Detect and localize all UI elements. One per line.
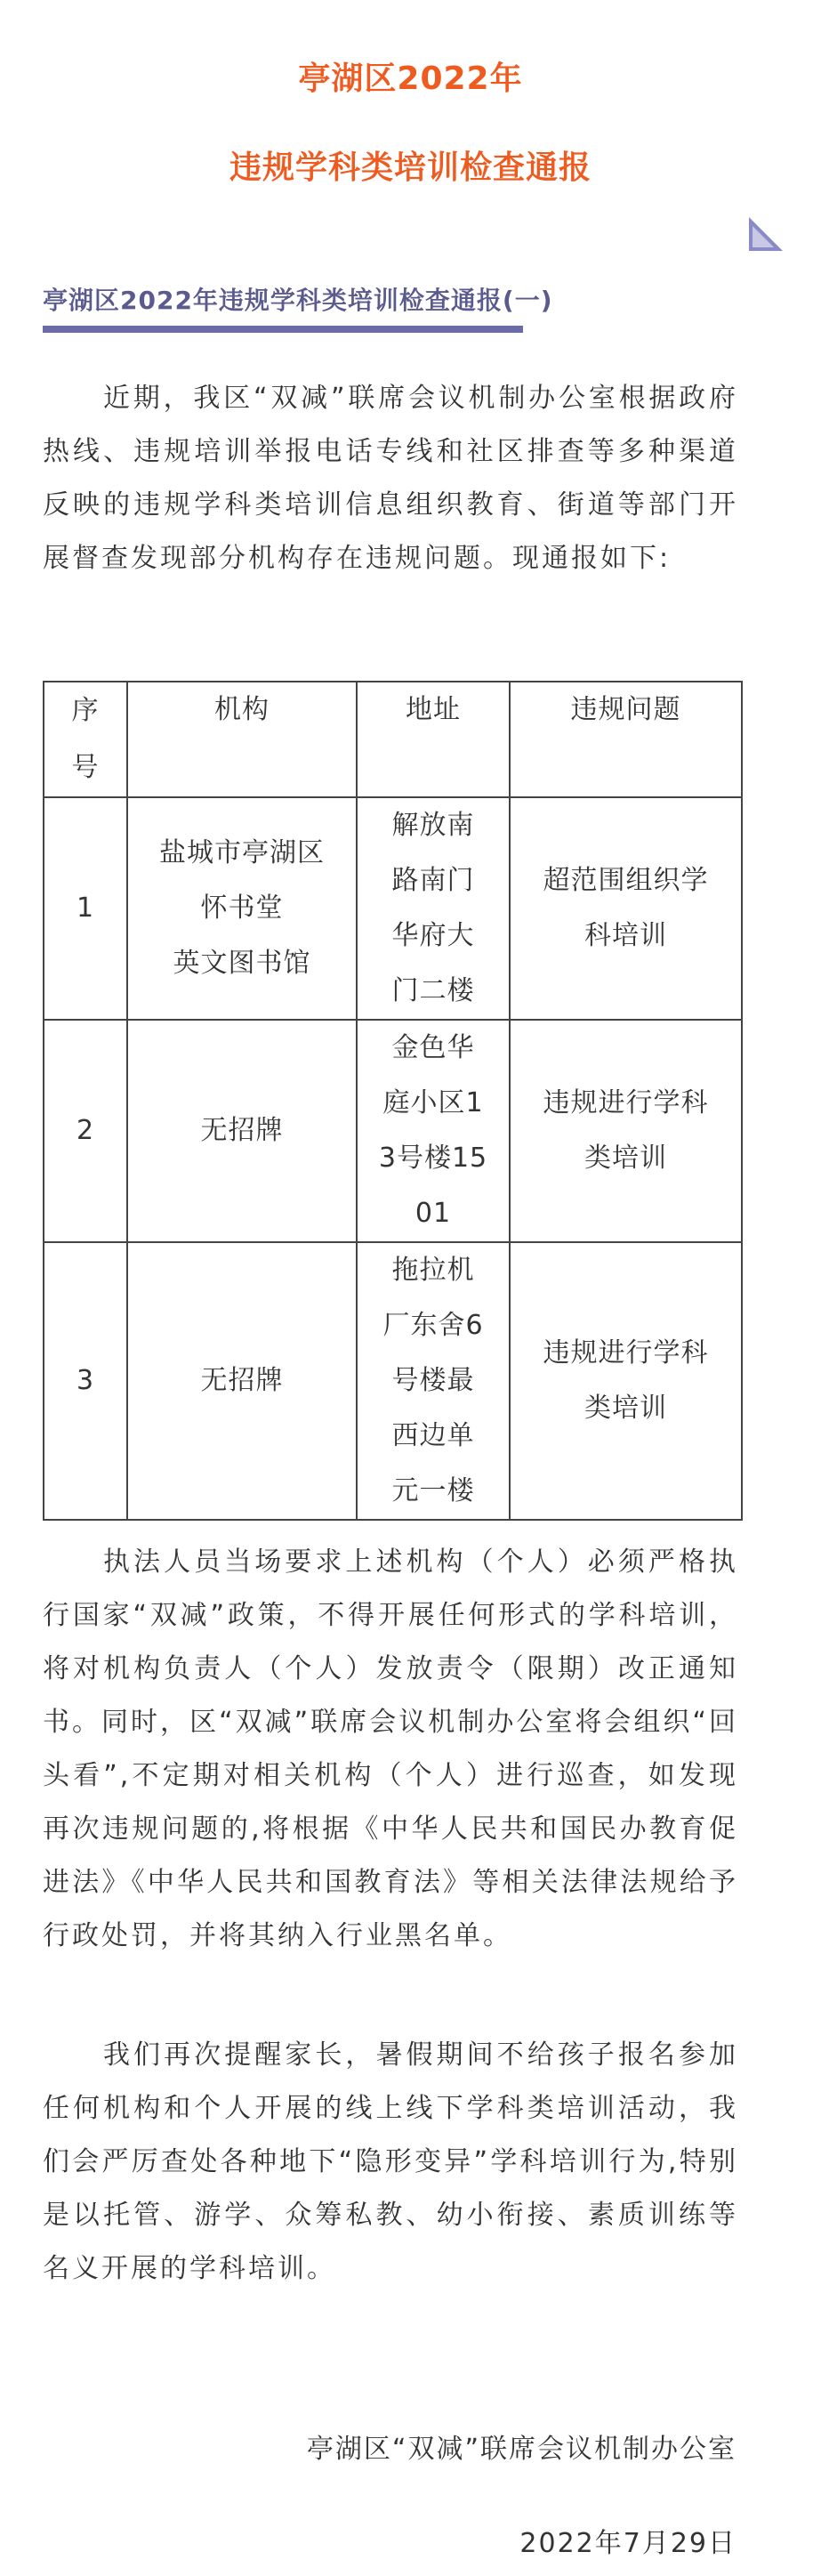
row-seq: 2	[44, 1020, 127, 1242]
table-row	[44, 1242, 742, 1520]
publish-date: 2022年7月29日	[519, 2528, 736, 2559]
row-addr: 解放南 路南门 华府大 门二楼	[357, 797, 510, 1020]
page-title-line2: 违规学科类培训检查通报	[229, 149, 592, 186]
section-title: 亭湖区2022年违规学科类培训检查通报(一)	[43, 286, 553, 315]
enforcement-paragraph: 执法人员当场要求上述机构（个人）必须严格执行国家“双减”政策，不得开展任何形式的学科培训，将对机构负责人（个人）发放责令（限期）改正通知书。同时，区“双减”联席会议机制办公室将会组织“回头看”,不定期对相关机构（个人）进行巡查，如发现再次违规问题的,将根据《中华人民共和国民办教育促进法》《中华人民共和国教育法》等相关法律法规给予行政处罚，并将其纳入行业黑名单。	[43, 1546, 738, 1951]
page-title-line1: 亭湖区2022年	[298, 61, 523, 97]
reminder-paragraph: 我们再次提醒家长，暑假期间不给孩子报名参加任何机构和个人开展的线上线下学科类培训活动，我们会严厉查处各种地下“隐形变异”学科培训行为,特别是以托管、游学、众筹私教、幼小衔接、素质训练等名义开展的学科培训。	[43, 2039, 738, 2284]
row-org: 无招牌	[127, 1242, 357, 1520]
row-addr: 拖拉机 厂东舍6 号楼最 西边单 元一楼	[357, 1242, 510, 1520]
row-seq: 3	[44, 1242, 127, 1520]
table-row	[44, 1020, 742, 1242]
row-seq: 1	[44, 797, 127, 1020]
table-header-row	[44, 682, 742, 797]
row-issue: 违规进行学科 类培训	[510, 1242, 742, 1520]
header-org: 机构	[127, 682, 357, 797]
row-org: 盐城市亭湖区 怀书堂 英文图书馆	[127, 797, 357, 1020]
header-addr: 地址	[357, 682, 510, 797]
intro-paragraph: 近期，我区“双减”联席会议机制办公室根据政府热线、违规培训举报电话专线和社区排查等多种渠道反映的违规学科类培训信息组织教育、街道等部门开展督查发现部分机构存在违规问题。现通报如下:	[43, 383, 738, 574]
table-row	[44, 797, 742, 1020]
violation-table	[43, 681, 743, 1521]
signer: 亭湖区“双减”联席会议机制办公室	[306, 2434, 736, 2465]
header-issue: 违规问题	[510, 682, 742, 797]
section-underline	[43, 326, 523, 333]
header-seq: 序 号	[44, 682, 127, 797]
row-issue: 违规进行学科 类培训	[510, 1020, 742, 1242]
row-org: 无招牌	[127, 1020, 357, 1242]
row-addr: 金色华 庭小区1 3号楼15 01	[357, 1020, 510, 1242]
row-issue: 超范围组织学 科培训	[510, 797, 742, 1020]
corner-triangle-icon	[749, 217, 783, 251]
